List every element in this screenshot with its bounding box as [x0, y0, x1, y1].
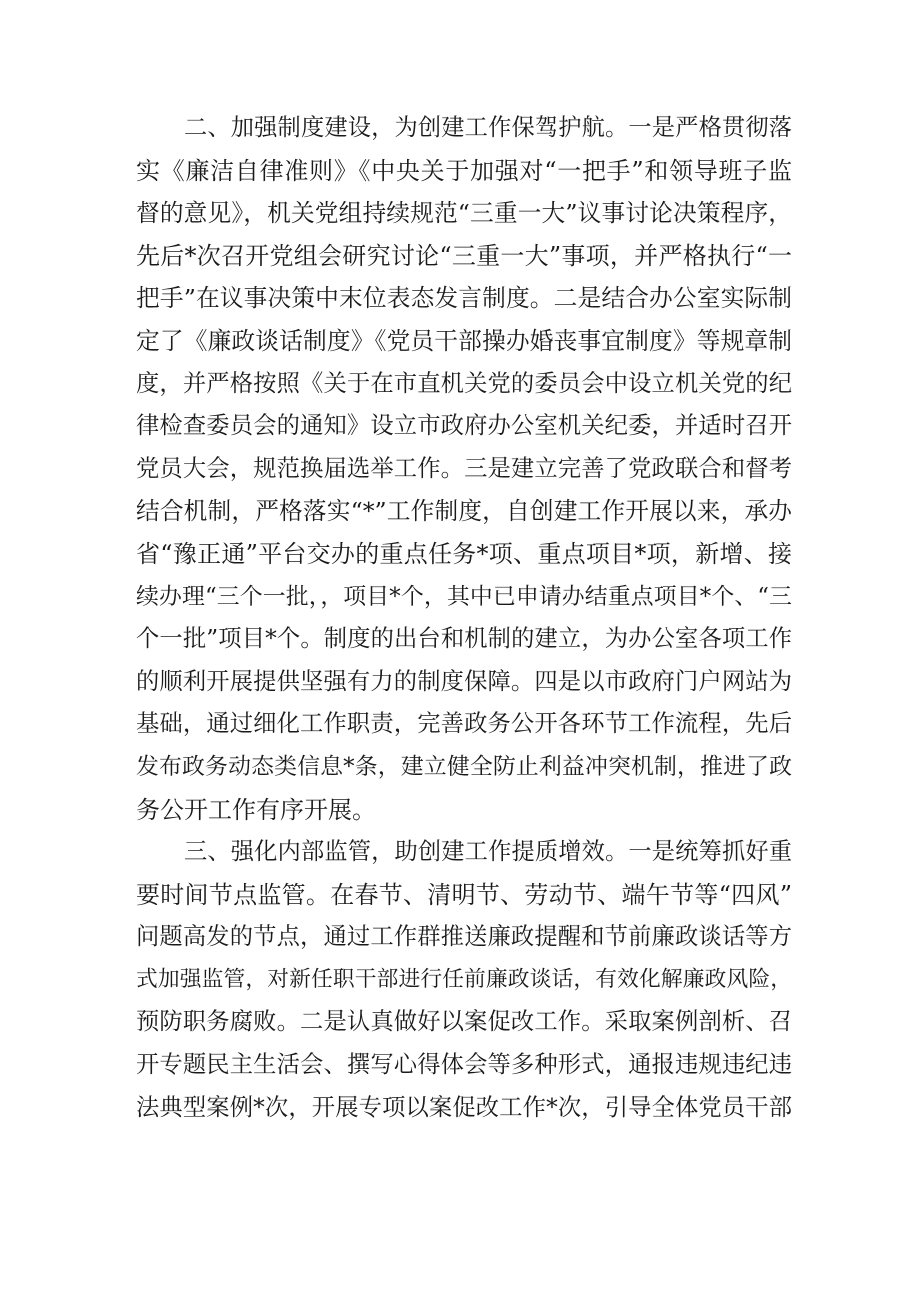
paragraph-line: 先后*次召开党组会研究讨论“三重一大”事项，并严格执行“一	[136, 241, 792, 270]
paragraph-line: 务公开工作有序开展。	[136, 795, 376, 824]
paragraph-line: 度，并严格按照《关于在市直机关党的委员会中设立机关党的纪	[136, 369, 792, 397]
paragraph-line: 基础，通过细化工作职责，完善政务公开各环节工作流程，先后	[136, 710, 792, 738]
paragraph-line: 党员大会，规范换届选举工作。三是建立完善了党政联合和督考	[136, 454, 792, 482]
paragraph-line: 的顺利开展提供坚强有力的制度保障。四是以市政府门户网站为	[136, 667, 792, 695]
paragraph-line: 要时间节点监管。在春节、清明节、劳动节、端午节等“四风”	[136, 880, 792, 909]
paragraph-line: 式加强监管，对新任职干部进行任前廉政谈话，有效化解廉政风险，	[136, 966, 792, 992]
paragraph-line: 二、加强制度建设，为创建工作保驾护航。一是严格贯彻落	[184, 114, 792, 141]
paragraph-line: 结合机制，严格落实“*”工作制度，自创建工作开展以来，承办	[136, 497, 792, 526]
paragraph-line: 三、强化内部监管，助创建工作提质增效。一是统筹抓好重	[184, 838, 792, 866]
paragraph-line: 问题高发的节点，通过工作群推送廉政提醒和节前廉政谈话等方	[136, 923, 792, 951]
paragraph-line: 续办理“三个一批，，项目*个，其中已申请办结重点项目*个、“三	[136, 583, 792, 610]
paragraph-line: 个一批”项目*个。制度的出台和机制的建立，为办公室各项工作	[136, 625, 792, 653]
paragraph-line: 预防职务腐败。二是认真做好以案促改工作。采取案例剖析、召	[136, 1008, 792, 1036]
paragraph-line: 律检查委员会的通知》设立市政府办公室机关纪委，并适时召开	[136, 412, 792, 440]
paragraph-line: 实《廉洁自律准则》《中央关于加强对“一把手”和领导班子监	[136, 156, 792, 185]
paragraph-line: 发布政务动态类信息*条，建立健全防止利益冲突机制，推进了政	[136, 753, 792, 780]
paragraph-line: 法典型案例*次，开展专项以案促改工作*次，引导全体党员干部	[136, 1093, 792, 1121]
paragraph-line: 定了《廉政谈话制度》《党员干部操办婚丧事宜制度》等规章制	[136, 326, 792, 355]
paragraph-line: 督的意见》，机关党组持续规范“三重一大”议事讨论决策程序，	[136, 199, 792, 228]
document-body	[136, 107, 792, 1129]
paragraph-line: 把手”在议事决策中末位表态发言制度。二是结合办公室实际制	[136, 284, 792, 313]
paragraph-line: 开专题民主生活会、撰写心得体会等多种形式，通报违规违纪违	[136, 1051, 792, 1079]
paragraph-line: 省“豫正通”平台交办的重点任务*项、重点项目*项，新增、接	[136, 539, 792, 568]
